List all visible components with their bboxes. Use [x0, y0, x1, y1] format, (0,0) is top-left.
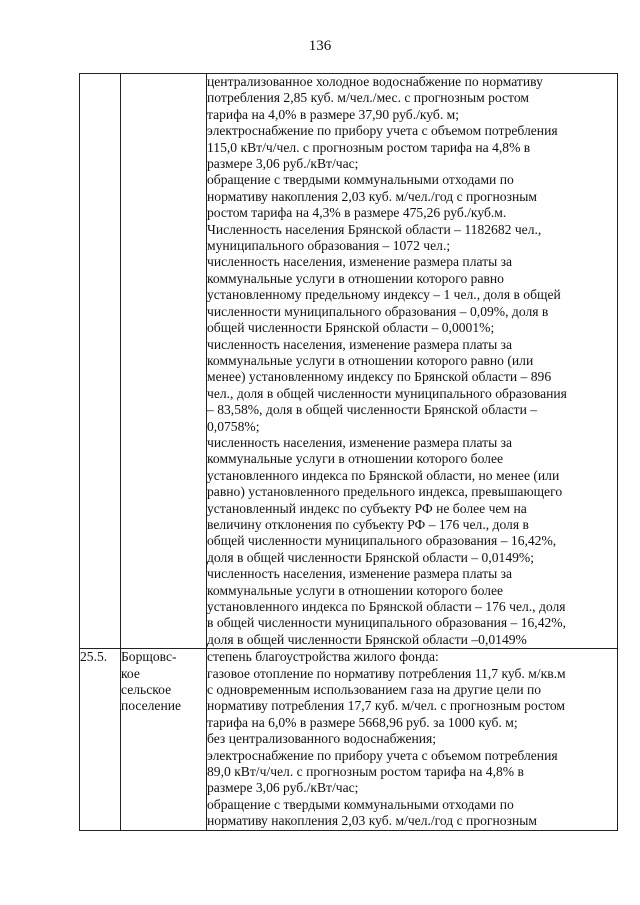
description-line: величину отклонения по субъекту РФ – 176 чел., доля в: [207, 516, 529, 532]
description-line: численность населения, изменение размера платы за: [207, 254, 513, 270]
municipality-name-line: сельское: [121, 682, 172, 698]
description-line: коммунальные услуги в отношении которого более: [207, 582, 504, 598]
description-line: установленному предельному индексу – 1 чел., доля в общей: [207, 287, 561, 303]
description-line: в общей численности муниципального образования – 16,42%,: [207, 615, 567, 631]
description-line: электроснабжение по прибору учета с объемом потребления: [207, 747, 558, 763]
description-line: общей численности муниципального образования – 16,42%,: [207, 533, 557, 549]
description-line: равно) установленного предельного индекса, превышающего: [207, 484, 563, 500]
description-line: доля в общей численности Брянской области –0,0149%: [207, 631, 527, 647]
description-line: установленный индекс по субъекту РФ не более чем на: [207, 500, 527, 516]
description-line: тарифа на 6,0% в размере 5668,96 руб. за 1000 куб. м;: [207, 714, 518, 730]
description-line: размере 3,06 руб./кВт/час;: [207, 780, 359, 796]
description-line: степень благоустройства жилого фонда:: [207, 649, 439, 665]
description-line: коммунальные услуги в отношении которого более: [207, 451, 504, 467]
description-line: 0,0758%;: [207, 418, 260, 434]
description-cell: [207, 649, 618, 830]
tariff-table-body: [80, 74, 618, 831]
description-line: чел., доля в общей численности муниципального образования: [207, 385, 567, 401]
description-line: обращение с твердыми коммунальными отходами по: [207, 796, 514, 812]
description-line: размере 3,06 руб./кВт/час;: [207, 156, 359, 172]
row-number-cell: 25.5.: [80, 649, 121, 830]
description-line: централизованное холодное водоснабжение по нормативу: [207, 74, 543, 89]
description-line: газовое отопление по нормативу потребления 11,7 куб. м/кв.м: [207, 665, 566, 681]
description-line: коммунальные услуги в отношении которого равно: [207, 270, 504, 286]
municipality-name-line: поселение: [121, 698, 182, 714]
description-line: с одновременным использованием газа на другие цели по: [207, 682, 542, 698]
description-line: – 83,58%, доля в общей численности Брянской области –: [207, 402, 538, 418]
description-line: тарифа на 4,0% в размере 37,90 руб./куб. м;: [207, 106, 459, 122]
description-line: нормативу потребления 17,7 куб. м/чел. с прогнозным ростом: [207, 698, 565, 714]
description-line: ростом тарифа на 4,3% в размере 475,26 руб./куб.м.: [207, 205, 507, 221]
municipality-name-line: кое: [121, 665, 140, 681]
description-line: муниципального образования – 1072 чел.;: [207, 238, 451, 254]
description-line: установленного индекса по Брянской области, но менее (или: [207, 467, 560, 483]
description-line: 89,0 кВт/ч/чел. с прогнозным ростом тарифа на 4,8% в: [207, 764, 524, 780]
municipality-name-cell: [121, 649, 207, 830]
description-line: потребления 2,85 куб. м/чел./мес. с прогнозным ростом: [207, 90, 529, 106]
description-line: численность населения, изменение размера платы за: [207, 434, 513, 450]
description-line: нормативу накопления 2,03 куб. м/чел./год с прогнозным: [207, 188, 537, 204]
tariff-table: [79, 73, 618, 831]
description-line: установленного индекса по Брянской области – 176 чел., доля: [207, 599, 566, 614]
description-cell: [207, 74, 618, 649]
description-line: коммунальные услуги в отношении которого равно (или: [207, 352, 534, 368]
municipality-name-cell: [121, 74, 207, 649]
description-line: численность населения, изменение размера платы за: [207, 566, 513, 582]
description-line: доля в общей численности Брянской области – 0,0149%;: [207, 549, 535, 565]
description-line: 115,0 кВт/ч/чел. с прогнозным ростом тарифа на 4,8% в: [207, 139, 531, 155]
description-line: электроснабжение по прибору учета с объемом потребления: [207, 123, 558, 139]
description-line: обращение с твердыми коммунальными отходами по: [207, 172, 514, 188]
row-number-cell: [80, 74, 121, 649]
description-line: без централизованного водоснабжения;: [207, 731, 437, 747]
description-line: общей численности Брянской области – 0,0001%;: [207, 320, 495, 336]
description-line: численности муниципального образования – 0,09%, доля в: [207, 303, 549, 319]
description-line: Численность населения Брянской области – 1182682 чел.,: [207, 221, 542, 237]
page-number: 136: [308, 38, 332, 54]
description-line: численность населения, изменение размера платы за: [207, 336, 513, 352]
municipality-name-line: Борщовс-: [121, 649, 177, 665]
description-line: нормативу накопления 2,03 куб. м/чел./год с прогнозным: [207, 813, 537, 829]
description-line: менее) установленному индексу по Брянской области – 896: [207, 369, 552, 385]
table-row-continuation: [80, 74, 618, 649]
municipality-name: [121, 649, 206, 715]
table-row-25-5: [80, 649, 618, 830]
description-text: [207, 649, 617, 829]
description-text: [207, 74, 617, 648]
